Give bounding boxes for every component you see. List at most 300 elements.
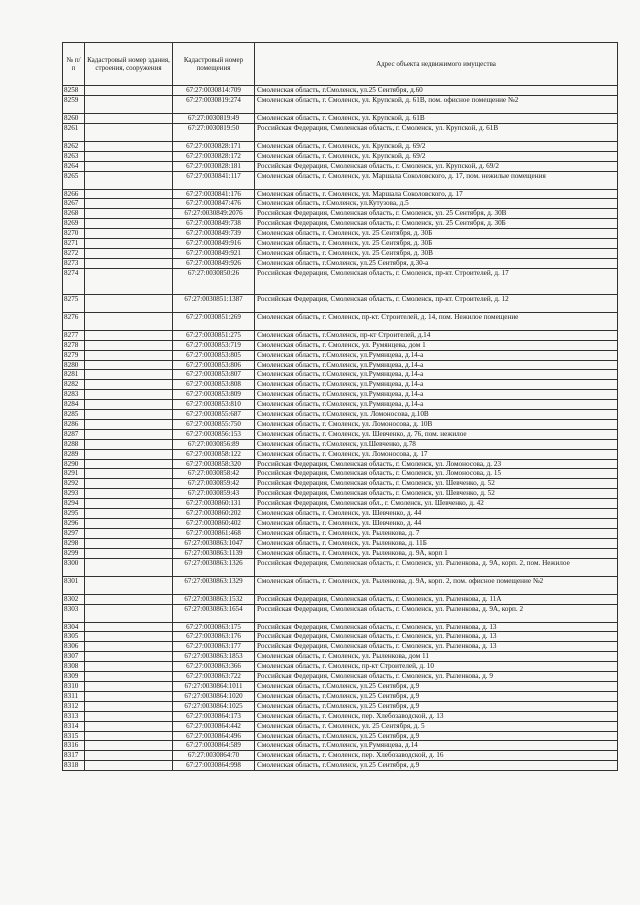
premises-cadastral-cell: 67:27:0030856:153 bbox=[173, 429, 255, 439]
address-cell: Смоленская область, г.Смоленск, ул. Ломоносова, д.10В bbox=[255, 410, 618, 420]
address-cell: Смоленская область, г. Смоленск, ул. Ломоносова, д. 10В bbox=[255, 419, 618, 429]
building-cadastral-cell bbox=[85, 489, 173, 499]
premises-cadastral-cell: 67:27:0030864:1020 bbox=[173, 691, 255, 701]
premises-cadastral-cell: 67:27:0030863:1329 bbox=[173, 576, 255, 594]
building-cadastral-cell bbox=[85, 390, 173, 400]
building-cadastral-cell bbox=[85, 632, 173, 642]
row-number: 8288 bbox=[63, 439, 85, 449]
row-number: 8262 bbox=[63, 141, 85, 151]
building-cadastral-cell bbox=[85, 95, 173, 113]
premises-cadastral-cell: 67:27:0030864:496 bbox=[173, 731, 255, 741]
premises-cadastral-cell: 67:27:0030863:1654 bbox=[173, 604, 255, 622]
header-address: Адрес объекта недвижимого имущества bbox=[255, 43, 618, 86]
building-cadastral-cell bbox=[85, 662, 173, 672]
table-row bbox=[63, 632, 618, 642]
building-cadastral-cell bbox=[85, 219, 173, 229]
address-cell: Смоленская область, г. Смоленск, ул. Крупской, д. 69/2 bbox=[255, 151, 618, 161]
address-cell: Смоленская область, г. Смоленск, ул. Шевченко, д. 44 bbox=[255, 509, 618, 519]
building-cadastral-cell bbox=[85, 519, 173, 529]
row-number: 8298 bbox=[63, 538, 85, 548]
building-cadastral-cell bbox=[85, 548, 173, 558]
table-row bbox=[63, 161, 618, 171]
table-row bbox=[63, 95, 618, 113]
address-cell: Смоленская область, г.Смоленск, ул.Румянцева, д.14 bbox=[255, 741, 618, 751]
building-cadastral-cell bbox=[85, 189, 173, 199]
premises-cadastral-cell: 67:27:0030849:916 bbox=[173, 239, 255, 249]
premises-cadastral-cell: 67:27:0030819:274 bbox=[173, 95, 255, 113]
premises-cadastral-cell: 67:27:0030860:202 bbox=[173, 509, 255, 519]
row-number: 8274 bbox=[63, 268, 85, 294]
table-row bbox=[63, 499, 618, 509]
building-cadastral-cell bbox=[85, 151, 173, 161]
building-cadastral-cell bbox=[85, 350, 173, 360]
row-number: 8303 bbox=[63, 604, 85, 622]
address-cell: Смоленская область, г. Смоленск, пер. Хлебозаводской, д. 13 bbox=[255, 711, 618, 721]
row-number: 8285 bbox=[63, 410, 85, 420]
table-row bbox=[63, 721, 618, 731]
table-row bbox=[63, 380, 618, 390]
premises-cadastral-cell: 67:27:0030864:589 bbox=[173, 741, 255, 751]
row-number: 8302 bbox=[63, 594, 85, 604]
premises-cadastral-cell: 67:27:0030853:806 bbox=[173, 360, 255, 370]
row-number: 8266 bbox=[63, 189, 85, 199]
address-cell: Российская Федерация, Смоленская область, г. Смоленск, ул. Крупской, д. 61В bbox=[255, 123, 618, 141]
address-cell: Российская Федерация, Смоленская область, г. Смоленск, ул. Ломоносова, д. 23 bbox=[255, 459, 618, 469]
row-number: 8305 bbox=[63, 632, 85, 642]
table-row bbox=[63, 761, 618, 771]
table-row bbox=[63, 370, 618, 380]
row-number: 8312 bbox=[63, 701, 85, 711]
row-number: 8273 bbox=[63, 258, 85, 268]
table-row bbox=[63, 141, 618, 151]
premises-cadastral-cell: 67:27:0030849:738 bbox=[173, 219, 255, 229]
building-cadastral-cell bbox=[85, 711, 173, 721]
premises-cadastral-cell: 67:27:0030828:181 bbox=[173, 161, 255, 171]
row-number: 8315 bbox=[63, 731, 85, 741]
premises-cadastral-cell: 67:27:0030864:442 bbox=[173, 721, 255, 731]
table-row bbox=[63, 751, 618, 761]
address-cell: Российская Федерация, Смоленская область, г. Смоленск, ул. Шевченко, д. 52 bbox=[255, 479, 618, 489]
premises-cadastral-cell: 67:27:0030828:172 bbox=[173, 151, 255, 161]
address-cell: Смоленская область, г.Смоленск, ул.Шевченко, д.78 bbox=[255, 439, 618, 449]
building-cadastral-cell bbox=[85, 312, 173, 330]
premises-cadastral-cell: 67:27:0030860:402 bbox=[173, 519, 255, 529]
row-number: 8311 bbox=[63, 691, 85, 701]
address-cell: Смоленская область, г.Смоленск, ул.Румянцева, д.14-а bbox=[255, 390, 618, 400]
building-cadastral-cell bbox=[85, 741, 173, 751]
building-cadastral-cell bbox=[85, 268, 173, 294]
premises-cadastral-cell: 67:27:0030860:131 bbox=[173, 499, 255, 509]
row-number: 8308 bbox=[63, 662, 85, 672]
premises-cadastral-cell: 67:27:0030849:739 bbox=[173, 229, 255, 239]
address-cell: Смоленская область, г. Смоленск, пер. Хлебозаводской, д. 16 bbox=[255, 751, 618, 761]
building-cadastral-cell bbox=[85, 528, 173, 538]
address-cell: Российская Федерация, Смоленская область, г. Смоленск, ул. 25 Сентября, д. 30В bbox=[255, 209, 618, 219]
premises-cadastral-cell: 67:27:0030863:1326 bbox=[173, 558, 255, 576]
building-cadastral-cell bbox=[85, 576, 173, 594]
premises-cadastral-cell: 67:27:0030863:722 bbox=[173, 672, 255, 682]
address-cell: Российская Федерация, Смоленская область, г. Смоленск, ул. Ломоносова, д. 15 bbox=[255, 469, 618, 479]
building-cadastral-cell bbox=[85, 330, 173, 340]
row-number: 8286 bbox=[63, 419, 85, 429]
header-premises-cadastral: Кадастровый номер помещения bbox=[173, 43, 255, 86]
address-cell: Смоленская область, г.Смоленск, пр-кт Строителей, д.14 bbox=[255, 330, 618, 340]
address-cell: Смоленская область, г. Смоленск, ул. 25 Сентября, д. 5 bbox=[255, 721, 618, 731]
address-cell: Российская Федерация, Смоленская область, г. Смоленск, пр-кт. Строителей, д. 12 bbox=[255, 294, 618, 312]
table-header-row bbox=[63, 43, 618, 86]
table-row bbox=[63, 662, 618, 672]
building-cadastral-cell bbox=[85, 701, 173, 711]
table-row bbox=[63, 548, 618, 558]
row-number: 8289 bbox=[63, 449, 85, 459]
building-cadastral-cell bbox=[85, 419, 173, 429]
row-number: 8301 bbox=[63, 576, 85, 594]
premises-cadastral-cell: 67:27:0030855:750 bbox=[173, 419, 255, 429]
building-cadastral-cell bbox=[85, 113, 173, 123]
premises-cadastral-cell: 67:27:0030850:26 bbox=[173, 268, 255, 294]
row-number: 8275 bbox=[63, 294, 85, 312]
address-cell: Смоленская область, г. Смоленск, ул. Маршала Соколовского, д. 17, пом. нежилые помещения bbox=[255, 171, 618, 189]
address-cell: Смоленская область, г. Смоленск, ул. Шевченко, д. 76, пом. нежилое bbox=[255, 429, 618, 439]
row-number: 8290 bbox=[63, 459, 85, 469]
address-cell: Смоленская область, г.Смоленск, ул.25 Сентября, д.9 bbox=[255, 681, 618, 691]
row-number: 8318 bbox=[63, 761, 85, 771]
premises-cadastral-cell: 67:27:0030863:1139 bbox=[173, 548, 255, 558]
premises-cadastral-cell: 67:27:0030863:175 bbox=[173, 622, 255, 632]
address-cell: Смоленская область, г. Смоленск, ул. Ломоносова, д. 17 bbox=[255, 449, 618, 459]
row-number: 8261 bbox=[63, 123, 85, 141]
building-cadastral-cell bbox=[85, 400, 173, 410]
building-cadastral-cell bbox=[85, 622, 173, 632]
address-cell: Смоленская область, г. Смоленск, ул. Рыленкова, д. 7 bbox=[255, 528, 618, 538]
address-cell: Смоленская область, г. Смоленск, ул. 25 Сентября, д. 30В bbox=[255, 248, 618, 258]
building-cadastral-cell bbox=[85, 239, 173, 249]
address-cell: Российская Федерация, Смоленская область, г. Смоленск, ул. Рыленкова, д. 11А bbox=[255, 594, 618, 604]
table-row bbox=[63, 400, 618, 410]
table-row bbox=[63, 171, 618, 189]
address-cell: Смоленская область, г.Смоленск, ул.Румянцева, д.14-а bbox=[255, 370, 618, 380]
building-cadastral-cell bbox=[85, 209, 173, 219]
row-number: 8309 bbox=[63, 672, 85, 682]
row-number: 8316 bbox=[63, 741, 85, 751]
building-cadastral-cell bbox=[85, 123, 173, 141]
table-row bbox=[63, 419, 618, 429]
table-row bbox=[63, 268, 618, 294]
address-cell: Смоленская область, г. Смоленск, пр-кт Строителей, д. 10 bbox=[255, 662, 618, 672]
table-row bbox=[63, 479, 618, 489]
premises-cadastral-cell: 67:27:0030851:1387 bbox=[173, 294, 255, 312]
premises-cadastral-cell: 67:27:0030864:70 bbox=[173, 751, 255, 761]
table-body bbox=[63, 86, 618, 771]
building-cadastral-cell bbox=[85, 340, 173, 350]
row-number: 8260 bbox=[63, 113, 85, 123]
row-number: 8307 bbox=[63, 652, 85, 662]
table-row bbox=[63, 741, 618, 751]
building-cadastral-cell bbox=[85, 410, 173, 420]
building-cadastral-cell bbox=[85, 672, 173, 682]
table-row bbox=[63, 360, 618, 370]
table-row bbox=[63, 189, 618, 199]
building-cadastral-cell bbox=[85, 360, 173, 370]
row-number: 8292 bbox=[63, 479, 85, 489]
table-row bbox=[63, 390, 618, 400]
table-row bbox=[63, 123, 618, 141]
table-row bbox=[63, 429, 618, 439]
row-number: 8268 bbox=[63, 209, 85, 219]
address-cell: Российская Федерация, Смоленская область, г. Смоленск, ул. Рыленкова, д. 9А, корп. 2, пом. Нежилое bbox=[255, 558, 618, 576]
table-row bbox=[63, 538, 618, 548]
row-number: 8296 bbox=[63, 519, 85, 529]
building-cadastral-cell bbox=[85, 141, 173, 151]
premises-cadastral-cell: 67:27:0030863:1853 bbox=[173, 652, 255, 662]
row-number: 8291 bbox=[63, 469, 85, 479]
premises-cadastral-cell: 67:27:0030858:122 bbox=[173, 449, 255, 459]
address-cell: Смоленская область, г.Смоленск, ул.25 Сентября, д.9 bbox=[255, 761, 618, 771]
premises-cadastral-cell: 67:27:0030853:719 bbox=[173, 340, 255, 350]
table-row bbox=[63, 410, 618, 420]
address-cell: Смоленская область, г.Смоленск, ул.Кутузова, д.5 bbox=[255, 199, 618, 209]
table-row bbox=[63, 258, 618, 268]
building-cadastral-cell bbox=[85, 294, 173, 312]
building-cadastral-cell bbox=[85, 538, 173, 548]
table-row bbox=[63, 711, 618, 721]
table-row bbox=[63, 594, 618, 604]
row-number: 8294 bbox=[63, 499, 85, 509]
premises-cadastral-cell: 67:27:0030853:810 bbox=[173, 400, 255, 410]
address-cell: Смоленская область, г. Смоленск, ул. Шевченко, д. 44 bbox=[255, 519, 618, 529]
premises-cadastral-cell: 67:27:0030861:468 bbox=[173, 528, 255, 538]
row-number: 8293 bbox=[63, 489, 85, 499]
premises-cadastral-cell: 67:27:0030853:809 bbox=[173, 390, 255, 400]
address-cell: Смоленская область, г.Смоленск, ул.Румянцева, д.14-а bbox=[255, 360, 618, 370]
building-cadastral-cell bbox=[85, 429, 173, 439]
building-cadastral-cell bbox=[85, 248, 173, 258]
table-row bbox=[63, 652, 618, 662]
premises-cadastral-cell: 67:27:0030819:50 bbox=[173, 123, 255, 141]
building-cadastral-cell bbox=[85, 380, 173, 390]
row-number: 8263 bbox=[63, 151, 85, 161]
row-number: 8270 bbox=[63, 229, 85, 239]
table-row bbox=[63, 439, 618, 449]
table-row bbox=[63, 86, 618, 96]
table-row bbox=[63, 219, 618, 229]
premises-cadastral-cell: 67:27:0030828:171 bbox=[173, 141, 255, 151]
premises-cadastral-cell: 67:27:0030841:117 bbox=[173, 171, 255, 189]
address-cell: Смоленская область, г.Смоленск, ул.25 Сентября, д.60 bbox=[255, 86, 618, 96]
premises-cadastral-cell: 67:27:0030864:1025 bbox=[173, 701, 255, 711]
row-number: 8310 bbox=[63, 681, 85, 691]
row-number: 8300 bbox=[63, 558, 85, 576]
address-cell: Смоленская область, г. Смоленск, ул. Рыленкова, дом 11 bbox=[255, 652, 618, 662]
table-row bbox=[63, 199, 618, 209]
address-cell: Российская Федерация, Смоленская область, г. Смоленск, ул. Крупской, д. 69/2 bbox=[255, 161, 618, 171]
table-row bbox=[63, 509, 618, 519]
premises-cadastral-cell: 67:27:0030851:275 bbox=[173, 330, 255, 340]
address-cell: Смоленская область, г. Смоленск, пр-кт. Строителей, д. 14, пом. Нежилое помещение bbox=[255, 312, 618, 330]
table-row bbox=[63, 576, 618, 594]
address-cell: Российская Федерация, Смоленская область, г. Смоленск, ул. 25 Сентября, д. 30Б bbox=[255, 219, 618, 229]
header-number: № п/п bbox=[63, 43, 85, 86]
building-cadastral-cell bbox=[85, 731, 173, 741]
premises-cadastral-cell: 67:27:0030841:176 bbox=[173, 189, 255, 199]
premises-cadastral-cell: 67:27:0030851:269 bbox=[173, 312, 255, 330]
address-cell: Российская Федерация, Смоленская область, г. Смоленск, пр-кт. Строителей, д. 17 bbox=[255, 268, 618, 294]
building-cadastral-cell bbox=[85, 721, 173, 731]
premises-cadastral-cell: 67:27:0030858:320 bbox=[173, 459, 255, 469]
building-cadastral-cell bbox=[85, 761, 173, 771]
building-cadastral-cell bbox=[85, 594, 173, 604]
address-cell: Смоленская область, г.Смоленск, ул.Румянцева, д.14-а bbox=[255, 400, 618, 410]
building-cadastral-cell bbox=[85, 258, 173, 268]
row-number: 8287 bbox=[63, 429, 85, 439]
premises-cadastral-cell: 67:27:0030856:89 bbox=[173, 439, 255, 449]
premises-cadastral-cell: 67:27:0030858:42 bbox=[173, 469, 255, 479]
address-cell: Смоленская область, г. Смоленск, ул. Крупской, д. 69/2 bbox=[255, 141, 618, 151]
address-cell: Российская Федерация, Смоленская область, г. Смоленск, ул. Рыленкова, д. 9А, корп. 2 bbox=[255, 604, 618, 622]
table-row bbox=[63, 239, 618, 249]
premises-cadastral-cell: 67:27:0030863:366 bbox=[173, 662, 255, 672]
row-number: 8295 bbox=[63, 509, 85, 519]
premises-cadastral-cell: 67:27:0030849:2076 bbox=[173, 209, 255, 219]
table-row bbox=[63, 151, 618, 161]
row-number: 8299 bbox=[63, 548, 85, 558]
table-row bbox=[63, 229, 618, 239]
premises-cadastral-cell: 67:27:0030864:1011 bbox=[173, 681, 255, 691]
table-row bbox=[63, 459, 618, 469]
building-cadastral-cell bbox=[85, 509, 173, 519]
address-cell: Российская Федерация, Смоленская область, г. Смоленск, ул. Шевченко, д. 52 bbox=[255, 489, 618, 499]
premises-cadastral-cell: 67:27:0030863:1532 bbox=[173, 594, 255, 604]
premises-cadastral-cell: 67:27:0030863:176 bbox=[173, 632, 255, 642]
table-row bbox=[63, 558, 618, 576]
row-number: 8279 bbox=[63, 350, 85, 360]
address-cell: Российская Федерация, Смоленская область, г. Смоленск, ул. Рыленкова, д. 9 bbox=[255, 672, 618, 682]
premises-cadastral-cell: 67:27:0030855:687 bbox=[173, 410, 255, 420]
building-cadastral-cell bbox=[85, 459, 173, 469]
row-number: 8277 bbox=[63, 330, 85, 340]
table-row bbox=[63, 469, 618, 479]
building-cadastral-cell bbox=[85, 469, 173, 479]
address-cell: Российская Федерация, Смоленская область, г. Смоленск, ул. Рыленкова, д. 13 bbox=[255, 642, 618, 652]
row-number: 8264 bbox=[63, 161, 85, 171]
building-cadastral-cell bbox=[85, 681, 173, 691]
address-cell: Смоленская область, г.Смоленск, ул.25 Сентября, д.9 bbox=[255, 691, 618, 701]
table-row bbox=[63, 330, 618, 340]
building-cadastral-cell bbox=[85, 199, 173, 209]
address-cell: Смоленская область, г. Смоленск, ул. 25 Сентября, д. 30Б bbox=[255, 239, 618, 249]
building-cadastral-cell bbox=[85, 86, 173, 96]
row-number: 8276 bbox=[63, 312, 85, 330]
row-number: 8306 bbox=[63, 642, 85, 652]
table-row bbox=[63, 113, 618, 123]
row-number: 8259 bbox=[63, 95, 85, 113]
table-row bbox=[63, 489, 618, 499]
premises-cadastral-cell: 67:27:0030864:173 bbox=[173, 711, 255, 721]
building-cadastral-cell bbox=[85, 370, 173, 380]
row-number: 8280 bbox=[63, 360, 85, 370]
table-row bbox=[63, 350, 618, 360]
address-cell: Смоленская область, г. Смоленск, ул. 25 Сентября, д. 30Б bbox=[255, 229, 618, 239]
building-cadastral-cell bbox=[85, 751, 173, 761]
row-number: 8284 bbox=[63, 400, 85, 410]
row-number: 8304 bbox=[63, 622, 85, 632]
building-cadastral-cell bbox=[85, 171, 173, 189]
address-cell: Смоленская область, г. Смоленск, ул. Рыленкова, д. 9А, корп. 2, пом. офисное помещение №2 bbox=[255, 576, 618, 594]
building-cadastral-cell bbox=[85, 642, 173, 652]
address-cell: Смоленская область, г.Смоленск, ул.Румянцева, д.14-а bbox=[255, 380, 618, 390]
premises-cadastral-cell: 67:27:0030814:709 bbox=[173, 86, 255, 96]
row-number: 8267 bbox=[63, 199, 85, 209]
property-register-table bbox=[62, 42, 618, 771]
building-cadastral-cell bbox=[85, 499, 173, 509]
table-row bbox=[63, 449, 618, 459]
address-cell: Российская Федерация, Смоленская область, г. Смоленск, ул. Рыленкова, д. 13 bbox=[255, 622, 618, 632]
table-row bbox=[63, 209, 618, 219]
address-cell: Смоленская область, г. Смоленск, ул. Рыленкова, д. 11Б bbox=[255, 538, 618, 548]
premises-cadastral-cell: 67:27:0030849:921 bbox=[173, 248, 255, 258]
address-cell: Смоленская область, г.Смоленск, ул.Румянцева, д.14-а bbox=[255, 350, 618, 360]
address-cell: Смоленская область, г. Смоленск, ул. Рыленкова, д. 9А, корп 1 bbox=[255, 548, 618, 558]
building-cadastral-cell bbox=[85, 449, 173, 459]
table-row bbox=[63, 672, 618, 682]
premises-cadastral-cell: 67:27:0030847:476 bbox=[173, 199, 255, 209]
row-number: 8265 bbox=[63, 171, 85, 189]
building-cadastral-cell bbox=[85, 652, 173, 662]
table-row bbox=[63, 528, 618, 538]
table-row bbox=[63, 642, 618, 652]
building-cadastral-cell bbox=[85, 479, 173, 489]
premises-cadastral-cell: 67:27:0030859:42 bbox=[173, 479, 255, 489]
address-cell: Смоленская область, г.Смоленск, ул.25 Сентября, д.9 bbox=[255, 701, 618, 711]
building-cadastral-cell bbox=[85, 439, 173, 449]
row-number: 8258 bbox=[63, 86, 85, 96]
address-cell: Смоленская область, г.Смоленск, ул.25 Сентября, д.30-а bbox=[255, 258, 618, 268]
address-cell: Смоленская область, г. Смоленск, ул. Маршала Соколовского, д. 17 bbox=[255, 189, 618, 199]
row-number: 8313 bbox=[63, 711, 85, 721]
table-row bbox=[63, 248, 618, 258]
address-cell: Смоленская область, г. Смоленск, ул. Крупской, д. 61В, пом. офисное помещение №2 bbox=[255, 95, 618, 113]
premises-cadastral-cell: 67:27:0030859:43 bbox=[173, 489, 255, 499]
address-cell: Смоленская область, г. Смоленск, ул. Крупской, д. 61В bbox=[255, 113, 618, 123]
table-row bbox=[63, 519, 618, 529]
premises-cadastral-cell: 67:27:0030819:49 bbox=[173, 113, 255, 123]
premises-cadastral-cell: 67:27:0030853:808 bbox=[173, 380, 255, 390]
building-cadastral-cell bbox=[85, 229, 173, 239]
table-row bbox=[63, 691, 618, 701]
table-row bbox=[63, 604, 618, 622]
row-number: 8283 bbox=[63, 390, 85, 400]
table-row bbox=[63, 681, 618, 691]
row-number: 8271 bbox=[63, 239, 85, 249]
row-number: 8314 bbox=[63, 721, 85, 731]
address-cell: Российская Федерация, Смоленская обл., г. Смоленск, ул. Шевченко, д. 42 bbox=[255, 499, 618, 509]
premises-cadastral-cell: 67:27:0030863:177 bbox=[173, 642, 255, 652]
premises-cadastral-cell: 67:27:0030864:998 bbox=[173, 761, 255, 771]
premises-cadastral-cell: 67:27:0030853:807 bbox=[173, 370, 255, 380]
building-cadastral-cell bbox=[85, 558, 173, 576]
premises-cadastral-cell: 67:27:0030853:805 bbox=[173, 350, 255, 360]
address-cell: Смоленская область, г. Смоленск, ул. Румянцева, дом 1 bbox=[255, 340, 618, 350]
premises-cadastral-cell: 67:27:0030863:1047 bbox=[173, 538, 255, 548]
table-row bbox=[63, 731, 618, 741]
row-number: 8278 bbox=[63, 340, 85, 350]
row-number: 8297 bbox=[63, 528, 85, 538]
address-cell: Российская Федерация, Смоленская область, г. Смоленск, ул. Рыленкова, д. 13 bbox=[255, 632, 618, 642]
building-cadastral-cell bbox=[85, 161, 173, 171]
row-number: 8317 bbox=[63, 751, 85, 761]
table-row bbox=[63, 312, 618, 330]
row-number: 8281 bbox=[63, 370, 85, 380]
